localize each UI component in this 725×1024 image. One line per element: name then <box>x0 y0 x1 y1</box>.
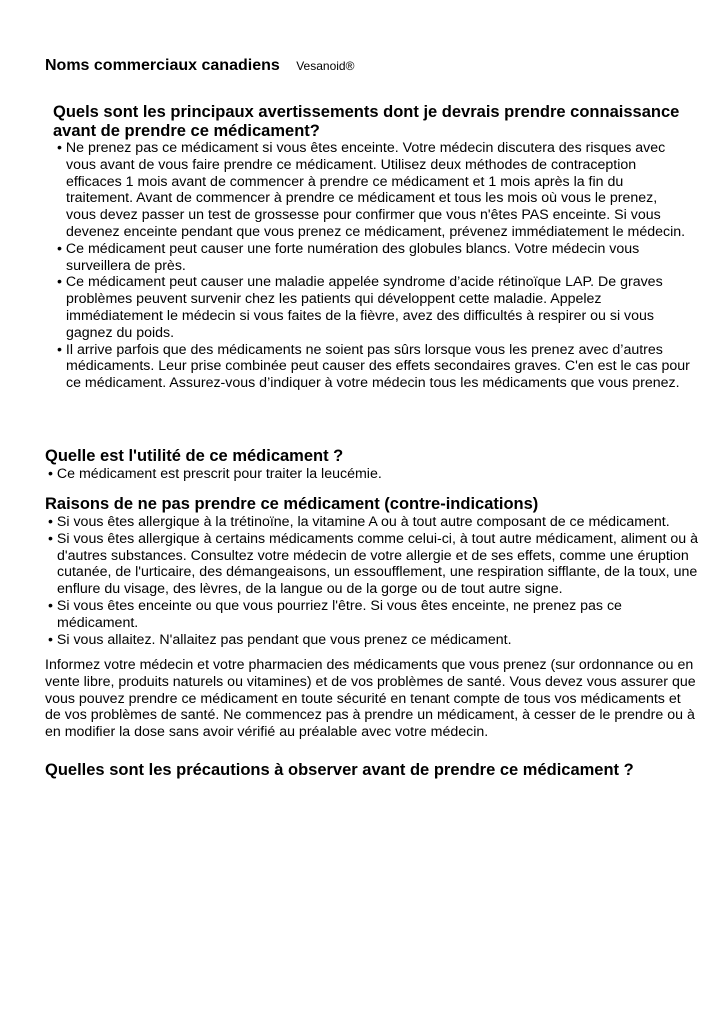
list-item: • Si vous allaitez. N'allaitez pas pendant que vous prenez ce médicament. <box>48 631 512 648</box>
warnings-heading: Quels sont les principaux avertissements dont je devrais prendre connaissance avant de prendre ce médicament? <box>53 103 680 140</box>
warnings-list <box>53 140 691 392</box>
precautions-section <box>45 761 705 780</box>
contraindications-list <box>44 514 700 648</box>
uses-list <box>44 466 694 483</box>
contraindications-section <box>45 495 695 514</box>
list-item: • Si vous êtes allergique à certains médicaments comme celui-ci, à tout autre médicament, aliment ou à d'autres substances. Consultez votre médecin de votre allergie et de ses effets, comme une éruption cutanée, de l'urticaire, des démangeaisons, un essoufflement, une respiration sifflante, de la toux, une enflure du visage, des lèvres, de la langue ou de la gorge ou de tout autre signe. <box>48 530 699 598</box>
brand-names-row <box>45 57 354 75</box>
precautions-heading: Quelles sont les précautions à observer avant de prendre ce médicament ? <box>45 761 634 779</box>
list-item: • Il arrive parfois que des médicaments ne soient pas sûrs lorsque vous les prenez avec d’autres médicaments. Leur prise combinée peut causer des effets secondaires graves. C'en est le cas pour ce médicament. Assurez-vous d’indiquer à votre médecin tous les médicaments que vous prenez. <box>57 341 690 392</box>
list-item: • Si vous êtes enceinte ou que vous pourriez l'être. Si vous êtes enceinte, ne prenez pas ce médicament. <box>48 597 622 631</box>
note-paragraph: Informez votre médecin et votre pharmacien des médicaments que vous prenez (sur ordonnance ou en vente libre, produits naturels ou vitamines) et de vos problèmes de santé. Vous devez vous assurer que vous pouvez prendre ce médicament en toute sécurité en tenant compte de tous vos médicaments et de vos problèmes de santé. Ne commencez pas à prendre un médicament, à cesser de le prendre ou à en modifier la dose sans avoir vérifié au préalable avec votre médecin. <box>45 657 696 741</box>
warnings-section <box>53 103 693 141</box>
uses-heading: Quelle est l'utilité de ce médicament ? <box>45 447 344 465</box>
list-item: • Ce médicament peut causer une forte numération des globules blancs. Votre médecin vous surveillera de près. <box>57 240 640 274</box>
list-item: • Ce médicament peut causer une maladie appelée syndrome d’acide rétinoïque LAP. De graves problèmes peuvent survenir chez les patients qui développent cette maladie. Appelez immédiatement le médecin si vous faites de la fièvre, avez des difficultés à respirer ou si vous gagnez du poids. <box>57 274 663 341</box>
contraindications-heading: Raisons de ne pas prendre ce médicament (contre-indications) <box>45 495 539 513</box>
uses-section <box>45 447 695 466</box>
contraindications-note <box>45 657 700 741</box>
list-item: • Ne prenez pas ce médicament si vous êtes enceinte. Votre médecin discutera des risques avec vous avant de vous faire prendre ce médicament. Utilisez deux méthodes de contraception efficaces 1 mois avant de commencer à prendre ce médicament et 1 mois après la fin du traitement. Avant de commencer à prendre ce médicament et tous les mois où vous le prenez, vous devez passer un test de grossesse pour confirmer que vous n'êtes PAS enceinte. Si vous devenez enceinte pendant que vous prenez ce médicament, prévenez immédiatement le médecin. <box>57 140 686 240</box>
list-item: • Si vous êtes allergique à la trétinoïne, la vitamine A ou à tout autre composant de ce médicament. <box>48 514 670 530</box>
list-item: • Ce médicament est prescrit pour traiter la leucémie. <box>48 466 382 482</box>
brand-names-value: Vesanoid® <box>296 59 355 73</box>
brand-names-label: Noms commerciaux canadiens <box>45 57 280 74</box>
